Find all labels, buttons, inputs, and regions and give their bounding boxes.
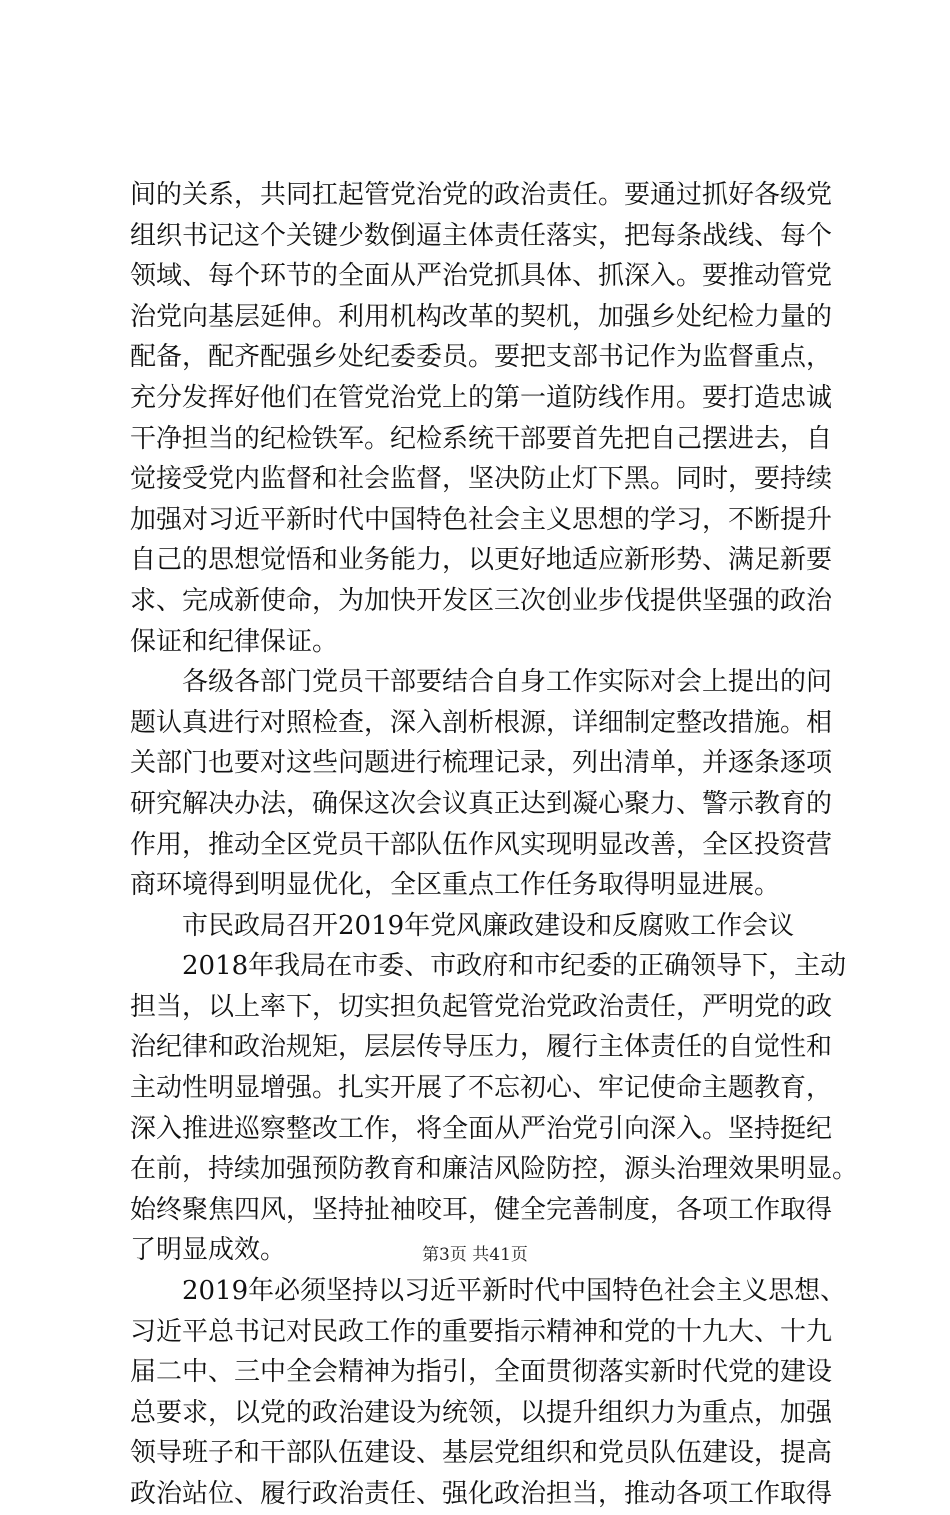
text-line: 政治站位、履行政治责任、强化政治担当，推动各项工作取得 <box>130 1479 833 1509</box>
text-line: 商环境得到明显优化，全区重点工作任务取得明显进展。 <box>130 870 781 901</box>
text-line: 求、完成新使命，为加快开发区三次创业步伐提供坚强的政治 <box>130 585 833 616</box>
text-line: 领域、每个环节的全面从严治党抓具体、抓深入。要推动管党 <box>130 261 833 292</box>
text-line: 习近平总书记对民政工作的重要指示精神和党的十九大、十九 <box>130 1316 833 1347</box>
text-line: 治纪律和政治规矩，层层传导压力，履行主体责任的自觉性和 <box>130 1032 833 1063</box>
text-line: 间的关系，共同扛起管党治党的政治责任。要通过抓好各级党 <box>130 180 833 210</box>
text-line: 干净担当的纪检铁军。纪检系统干部要首先把自己摆进去，自 <box>130 423 833 454</box>
text-line: 加强对习近平新时代中国特色社会主义思想的学习，不断提升 <box>130 504 833 535</box>
text-line: 充分发挥好他们在管党治党上的第一道防线作用。要打造忠诚 <box>130 382 833 413</box>
section-heading: 市民政局召开2019年党风廉政建设和反腐败工作会议 <box>182 910 795 941</box>
text-line: 担当，以上率下，切实担负起管党治党政治责任，严明党的政 <box>130 991 833 1022</box>
text-line: 了明显成效。 <box>130 1235 287 1266</box>
text-line: 届二中、三中全会精神为指引，全面贯彻落实新时代党的建设 <box>130 1357 833 1388</box>
text-line: 领导班子和干部队伍建设、基层党组织和党员队伍建设，提高 <box>130 1438 833 1469</box>
text-line: 总要求，以党的政治建设为统领，以提升组织力为重点，加强 <box>130 1397 833 1428</box>
text-line: 主动性明显增强。扎实开展了不忘初心、牢记使命主题教育， <box>130 1073 833 1104</box>
text-line: 关部门也要对这些问题进行梳理记录，列出清单，并逐条逐项 <box>130 748 833 779</box>
text-line: 组织书记这个关键少数倒逼主体责任落实，把每条战线、每个 <box>130 220 833 251</box>
text-line: 保证和纪律保证。 <box>130 626 339 657</box>
text-line: 作用，推动全区党员干部队伍作风实现明显改善，全区投资营 <box>130 829 833 860</box>
text-line: 2019年必须坚持以习近平新时代中国特色社会主义思想、 <box>182 1276 847 1307</box>
page-number: 第3页 共41页 <box>422 1245 528 1265</box>
text-line: 自己的思想觉悟和业务能力，以更好地适应新形势、满足新要 <box>130 545 833 576</box>
text-line: 研究解决办法，确保这次会议真正达到凝心聚力、警示教育的 <box>130 788 833 819</box>
text-line: 在前，持续加强预防教育和廉洁风险防控，源头治理效果明显。 <box>130 1154 859 1185</box>
text-line: 治党向基层延伸。利用机构改革的契机，加强乡处纪检力量的 <box>130 301 833 332</box>
text-line: 各级各部门党员干部要结合自身工作实际对会上提出的问 <box>182 667 833 698</box>
text-line: 配备，配齐配强乡处纪委委员。要把支部书记作为监督重点， <box>130 342 833 373</box>
text-line: 题认真进行对照检查，深入剖析根源，详细制定整改措施。相 <box>130 707 833 738</box>
text-line: 觉接受党内监督和社会监督，坚决防止灯下黑。同时，要持续 <box>130 464 833 495</box>
body-text <box>130 175 859 1515</box>
text-line: 2018年我局在市委、市政府和市纪委的正确领导下，主动 <box>182 951 847 982</box>
text-line: 深入推进巡察整改工作，将全面从严治党引向深入。坚持挺纪 <box>130 1113 833 1144</box>
text-line: 始终聚焦四风，坚持扯袖咬耳，健全完善制度，各项工作取得 <box>130 1194 833 1225</box>
